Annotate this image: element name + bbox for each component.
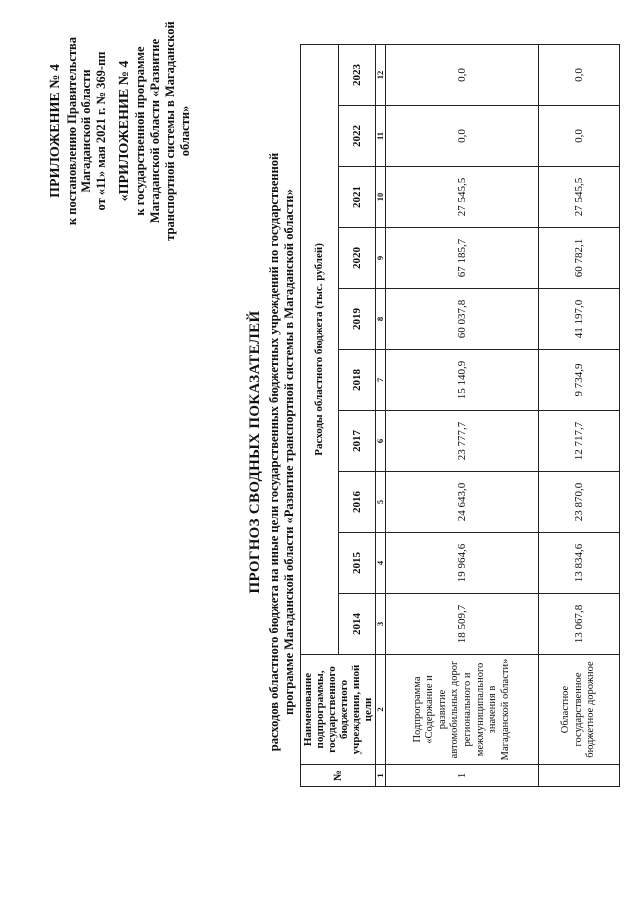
appendix-title-2: «ПРИЛОЖЕНИЕ № 4: [116, 60, 132, 202]
heading-main: ПРОГНОЗ СВОДНЫХ ПОКАЗАТЕЛЕЙ: [247, 310, 263, 594]
year-header: 2022: [338, 106, 376, 167]
budget-table: [300, 44, 620, 787]
rotated-document-page: [40, 2, 600, 902]
appendix-header: [48, 2, 192, 260]
table-row: [539, 44, 620, 786]
column-index: 12: [376, 44, 386, 105]
row-value: 0,0: [386, 106, 539, 167]
column-index: 3: [376, 594, 386, 655]
year-header: 2023: [338, 44, 376, 105]
table-row: [386, 44, 539, 786]
row-value: 24 643,0: [386, 472, 539, 533]
year-header: 2021: [338, 167, 376, 228]
row-value: 67 185,7: [386, 228, 539, 289]
column-header-number: №: [301, 765, 376, 787]
column-index: 4: [376, 533, 386, 594]
column-index: 7: [376, 350, 386, 411]
column-index: 11: [376, 106, 386, 167]
year-header: 2016: [338, 472, 376, 533]
row-value: 19 964,6: [386, 533, 539, 594]
row-value: 0,0: [386, 44, 539, 105]
appendix-line-5: Магаданской области «Развитие: [148, 38, 163, 224]
row-value: 23 777,7: [386, 411, 539, 472]
row-value: 13 834,6: [539, 533, 620, 594]
year-header: 2019: [338, 289, 376, 350]
column-index: 10: [376, 167, 386, 228]
column-index: 5: [376, 472, 386, 533]
row-value: 27 545,5: [539, 167, 620, 228]
column-index: 9: [376, 228, 386, 289]
column-index-row: [376, 44, 386, 786]
appendix-line-4: к государственной программе: [133, 46, 148, 216]
row-value: 60 782,1: [539, 228, 620, 289]
appendix-line-2: Магаданской области: [79, 69, 94, 193]
document-heading: [246, 2, 297, 902]
row-value: 27 545,5: [386, 167, 539, 228]
heading-sub-2: программе Магаданской области «Развитие транспортной системы в Магаданской области»: [282, 189, 296, 715]
appendix-line-6: транспортной системы в Магаданской: [162, 21, 177, 241]
row-number: 1: [386, 765, 539, 787]
row-value: 13 067,8: [539, 594, 620, 655]
row-name: Подпрограмма «Содержание и развитие автомобильных дорог регионального и межмуниципального значения в Магаданской области»: [386, 655, 539, 765]
row-value: 23 870,0: [539, 472, 620, 533]
row-value: 41 197,0: [539, 289, 620, 350]
year-header: 2018: [338, 350, 376, 411]
column-index: 2: [376, 655, 386, 765]
appendix-line-7: области»: [177, 105, 192, 157]
row-value: 15 140,9: [386, 350, 539, 411]
heading-sub-1: расходов областного бюджета на иные цели государственных бюджетных учреждений по государственной: [267, 152, 281, 752]
row-number: [539, 765, 620, 787]
row-name: Областное государственное бюджетное дорожное: [539, 655, 620, 765]
column-header-name: Наименование подпрограммы, государственного бюджетного учреждения, иной цели: [301, 655, 376, 765]
column-index: 8: [376, 289, 386, 350]
column-group-header: Расходы областного бюджета (тыс. рублей): [301, 44, 339, 654]
row-value: 0,0: [539, 44, 620, 105]
year-header: 2017: [338, 411, 376, 472]
year-header: 2020: [338, 228, 376, 289]
row-value: 0,0: [539, 106, 620, 167]
appendix-line-3: от «11» мая 2021 г. № 369-пп: [94, 51, 109, 211]
appendix-title: ПРИЛОЖЕНИЕ № 4: [48, 64, 63, 198]
year-header: 2015: [338, 533, 376, 594]
row-value: 9 734,9: [539, 350, 620, 411]
row-value: 12 717,7: [539, 411, 620, 472]
appendix-line-1: к постановлению Правительства: [64, 36, 79, 226]
row-value: 18 509,7: [386, 594, 539, 655]
column-index: 1: [376, 765, 386, 787]
year-header: 2014: [338, 594, 376, 655]
column-index: 6: [376, 411, 386, 472]
row-value: 60 037,8: [386, 289, 539, 350]
